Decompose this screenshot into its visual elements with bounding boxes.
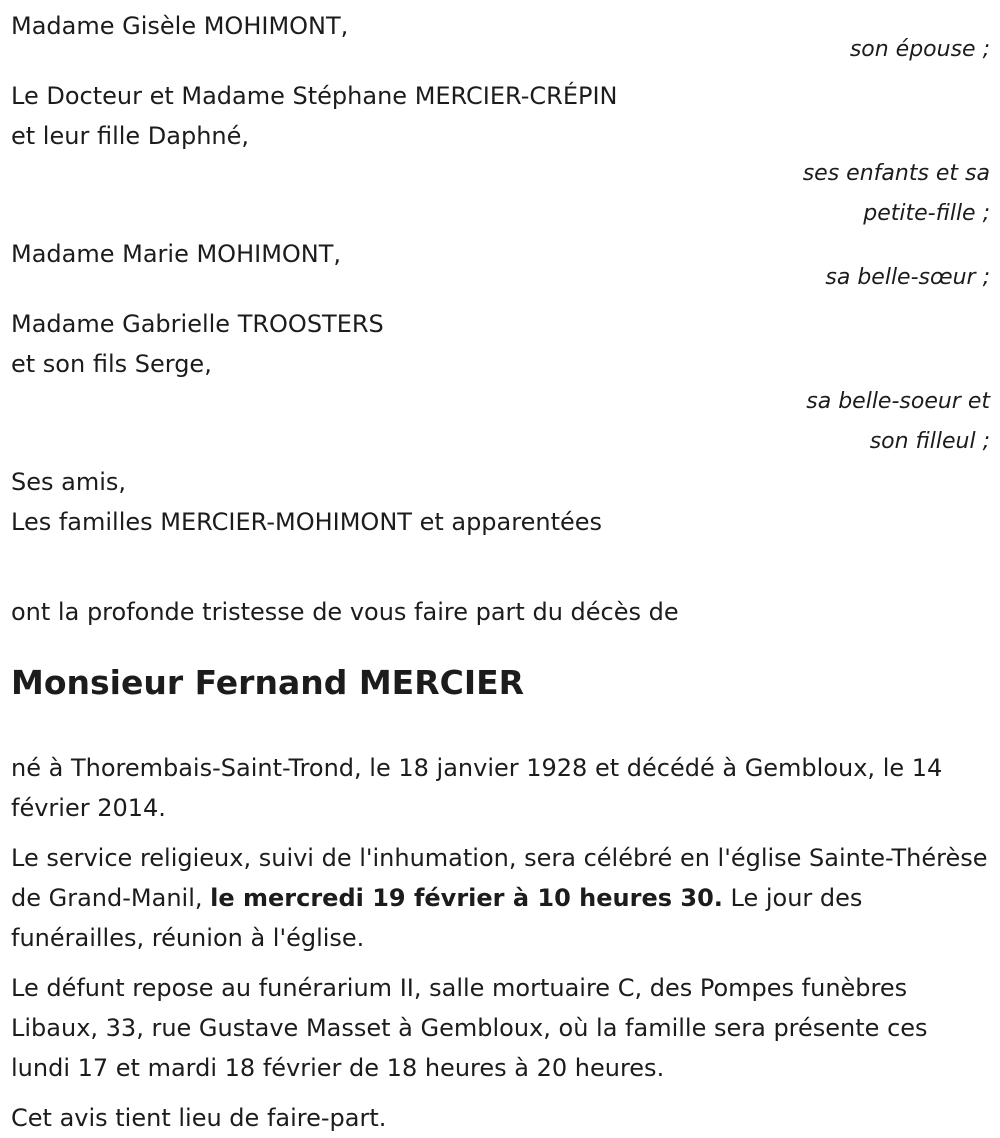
family-entry [11, 76, 990, 234]
reposes-paragraph: Le défunt repose au funérarium II, salle mortuaire C, des Pompes funèbres Libaux, 33, rue Gustave Masset à Gembloux, où la famille sera présente ces lundi 17 et mardi 18 février de 18 heures à 20 heures. [11, 974, 928, 1082]
family-relation: ses enfants et sa [802, 161, 990, 186]
family-member-name: Madame Marie MOHIMONT, [11, 240, 342, 268]
family-entry [11, 6, 990, 70]
service-meeting-text: Le jour des funérailles, réunion à l'église. [11, 884, 863, 952]
family-member-name: Le Docteur et Madame Stéphane MERCIER-CRÉPIN [11, 82, 618, 110]
service-date-time: le mercredi 19 février à 10 heures 30. [210, 884, 723, 912]
family-member-name: et son fils Serge, [11, 350, 212, 378]
family-entry [11, 304, 990, 462]
service-paragraph [11, 838, 990, 958]
family-member-name: Madame Gisèle MOHIMONT, [11, 12, 349, 40]
service-text: Le service religieux, suivi de l'inhumation, sera célébré en l'église Sainte-Thérèse de Grand-Manil, [11, 844, 988, 912]
closing-text: Cet avis tient lieu de faire-part. [11, 1104, 387, 1132]
deceased-name: Monsieur Fernand MERCIER [11, 663, 525, 702]
obituary-notice [0, 6, 1000, 1132]
friends-line: Ses amis, [11, 468, 127, 496]
family-member-name: et leur fille Daphné, [11, 122, 250, 150]
family-relation: son épouse ; [849, 37, 990, 62]
families-line: Les familles MERCIER-MOHIMONT et apparentées [11, 508, 603, 536]
family-relation: son filleul ; [869, 429, 990, 454]
family-relation: petite-fille ; [863, 201, 990, 226]
family-relation: sa belle-soeur et [806, 389, 990, 414]
birth-death-paragraph: né à Thorembais-Saint-Trond, le 18 janvier 1928 et décédé à Gembloux, le 14 février 2014. [11, 754, 943, 822]
family-relation: sa belle-sœur ; [825, 265, 990, 290]
announcement-text: ont la profonde tristesse de vous faire part du décès de [11, 598, 679, 626]
family-entry [11, 234, 990, 298]
family-member-name: Madame Gabrielle TROOSTERS [11, 310, 384, 338]
